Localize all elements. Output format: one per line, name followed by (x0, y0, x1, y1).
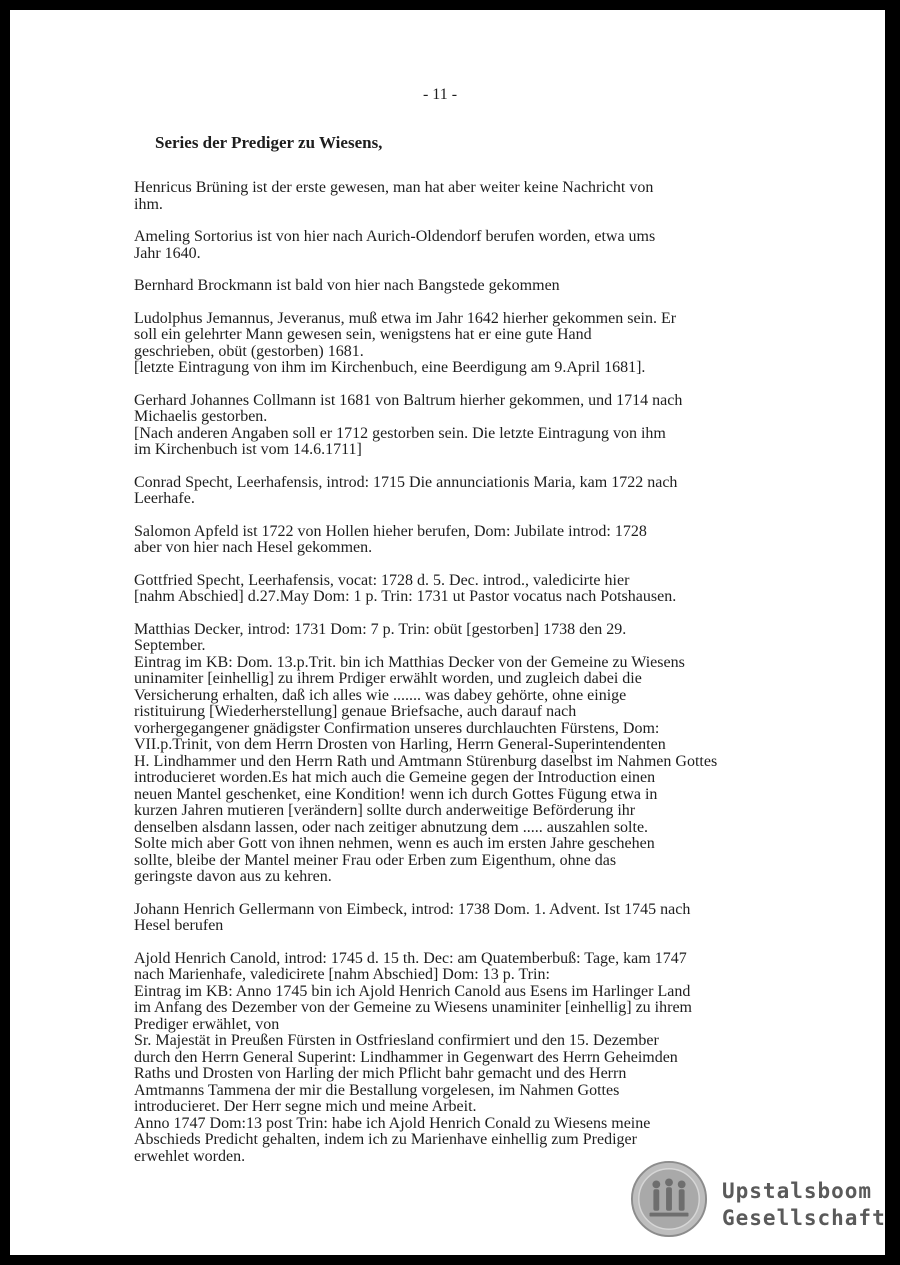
text-line: kurzen Jahren mutieren [verändern] sollte durch anderweitige Beförderung ihr (134, 802, 636, 819)
text-line: uninamiter [einhellig] zu ihrem Prdiger erwählt worden, und zugleich dabei die (134, 670, 642, 687)
text-line: September. (134, 637, 206, 654)
text-line: Hesel berufen (134, 917, 224, 934)
text-line: Ameling Sortorius ist von hier nach Aurich-Oldendorf berufen worden, etwa ums (134, 228, 656, 245)
text-line: Eintrag im KB: Anno 1745 bin ich Ajold Henrich Canold aus Esens im Harlinger Land (134, 982, 691, 1000)
logo-line-2: Gesellschaft (722, 1206, 886, 1230)
paragraph (134, 393, 814, 459)
paragraph (134, 180, 814, 213)
paragraph (134, 951, 814, 1166)
paragraph (134, 475, 814, 508)
logo-line-1: Upstalsboom (722, 1179, 873, 1203)
text-line: H. Lindhammer und den Herrn Rath und Amtmann Stürenburg daselbst im Nahmen Gottes (134, 752, 718, 770)
text-line: Bernhard Brockmann ist bald von hier nach Bangstede gekommen (134, 277, 560, 294)
text-line: Amtmanns Tammena der mir die Bestallung vorgelesen, im Nahmen Gottes (134, 1081, 620, 1099)
text-line: introducieret. Der Herr segne mich und meine Arbeit. (134, 1098, 477, 1115)
text-line: ihm. (134, 195, 163, 213)
text-line: Leerhafe. (134, 490, 195, 507)
text-line: nach Marienhafe, valedicirete [nahm Abschied] Dom: 13 p. Trin: (134, 966, 550, 983)
text-line: Solte mich aber Gott von ihnen nehmen, wenn es auch im ersten Jahre geschehen (134, 835, 655, 852)
paragraph (134, 524, 814, 557)
text-line: [Nach anderen Angaben soll er 1712 gestorben sein. Die letzte Eintragung von ihm (134, 424, 666, 442)
text-line: Conrad Specht, Leerhafensis, introd: 1715 Die annunciationis Maria, kam 1722 nach (134, 473, 678, 491)
text-line: soll ein gelehrter Mann gewesen sein, wenigstens hat er eine gute Hand (134, 326, 592, 343)
text-line: Prediger erwählet, von (134, 1015, 280, 1033)
text-line: Versicherung erhalten, daß ich alles wie ....... was dabey gehörte, ohne einige (134, 686, 627, 704)
text-line: Jahr 1640. (134, 244, 201, 262)
paragraph (134, 311, 814, 377)
text-line: ristituirung [Wiederherstellung] genaue Briefsache, auch darauf nach (134, 703, 577, 720)
text-line: Henricus Brüning ist der erste gewesen, man hat aber weiter keine Nachricht von (134, 179, 654, 196)
paragraph (134, 573, 814, 606)
text-line: aber von hier nach Hesel gekommen. (134, 539, 373, 556)
text-line: introducieret worden.Es hat mich auch die Gemeine gegen der Introduction einen (134, 769, 656, 786)
text-line: Abschieds Predicht gehalten, indem ich zu Marienhave einhellig zum Prediger (134, 1131, 637, 1148)
text-line: Eintrag im KB: Dom. 13.p.Trit. bin ich Matthias Decker von der Gemeine zu Wiesens (134, 653, 685, 671)
text-line: im Kirchenbuch ist vom 14.6.1711] (134, 441, 362, 458)
text-line: Gerhard Johannes Collmann ist 1681 von Baltrum hierher gekommen, und 1714 nach (134, 391, 683, 409)
text-line: Salomon Apfeld ist 1722 von Hollen hieher berufen, Dom: Jubilate introd: 1728 (134, 522, 647, 540)
document-page (10, 10, 885, 1255)
paragraph (134, 622, 814, 886)
text-line: denselben alsdann lassen, oder nach zeitiger abnutzung dem ..... auszahlen solte. (134, 818, 649, 836)
text-line: [nahm Abschied] d.27.May Dom: 1 p. Trin: 1731 ut Pastor vocatus nach Potshausen. (134, 588, 677, 605)
text-line: [letzte Eintragung von ihm im Kirchenbuch, eine Beerdigung am 9.April 1681]. (134, 359, 646, 376)
text-line: erwehlet worden. (134, 1147, 246, 1165)
text-line: im Anfang des Dezember von der Gemeine zu Wiesens unaminiter [einhellig] zu ihrem (134, 999, 692, 1016)
text-line: Ludolphus Jemannus, Jeveranus, muß etwa im Jahr 1642 hierher gekommen sein. Er (134, 309, 677, 327)
text-line: Raths und Drosten von Harling der mich Pflicht bahr gemacht und des Herrn (134, 1065, 627, 1082)
text-line: vorhergegangener gnädigster Confirmation unseres durchlauchten Fürstens, Dom: (134, 719, 660, 737)
paragraph (134, 902, 814, 935)
text-line: geschrieben, obüt (gestorben) 1681. (134, 342, 364, 360)
text-line: Anno 1747 Dom:13 post Trin: habe ich Ajold Henrich Conald zu Wiesens meine (134, 1114, 651, 1132)
text-line: sollte, bleibe der Mantel meiner Frau oder Erben zum Eigenthum, ohne das (134, 851, 617, 869)
document-body (134, 180, 814, 1181)
text-line: Matthias Decker, introd: 1731 Dom: 7 p. Trin: obüt [gestorben] 1738 den 29. (134, 620, 627, 638)
text-line: Sr. Majestät in Preußen Fürsten in Ostfriesland confirmiert und den 15. Dezember (134, 1032, 659, 1049)
page-number: - 11 - (422, 86, 458, 103)
text-line: Ajold Henrich Canold, introd: 1745 d. 15 th. Dec: am Quatemberbuß: Tage, kam 1747 (134, 949, 687, 967)
seal-icon (630, 1160, 708, 1238)
paragraph (134, 278, 814, 295)
text-line: Michaelis gestorben. (134, 408, 268, 425)
text-line: Gottfried Specht, Leerhafensis, vocat: 1728 d. 5. Dec. introd., valedicirte hier (134, 571, 630, 589)
paragraph (134, 229, 814, 262)
logo-text (722, 1178, 886, 1232)
text-line: neuen Mantel geschenket, eine Kondition! wenn ich durch Gottes Fügung etwa in (134, 785, 658, 803)
page-title: Series der Prediger zu Wiesens, (155, 133, 383, 152)
text-line: geringste davon aus zu kehren. (134, 868, 332, 885)
text-line: VII.p.Trinit, von dem Herrn Drosten von Harling, Herrn General-Superintendenten (134, 736, 666, 753)
text-line: durch den Herrn General Superint: Lindhammer in Gegenwart des Herrn Geheimden (134, 1048, 678, 1066)
text-line: Johann Henrich Gellermann von Eimbeck, introd: 1738 Dom. 1. Advent. Ist 1745 nach (134, 900, 691, 918)
